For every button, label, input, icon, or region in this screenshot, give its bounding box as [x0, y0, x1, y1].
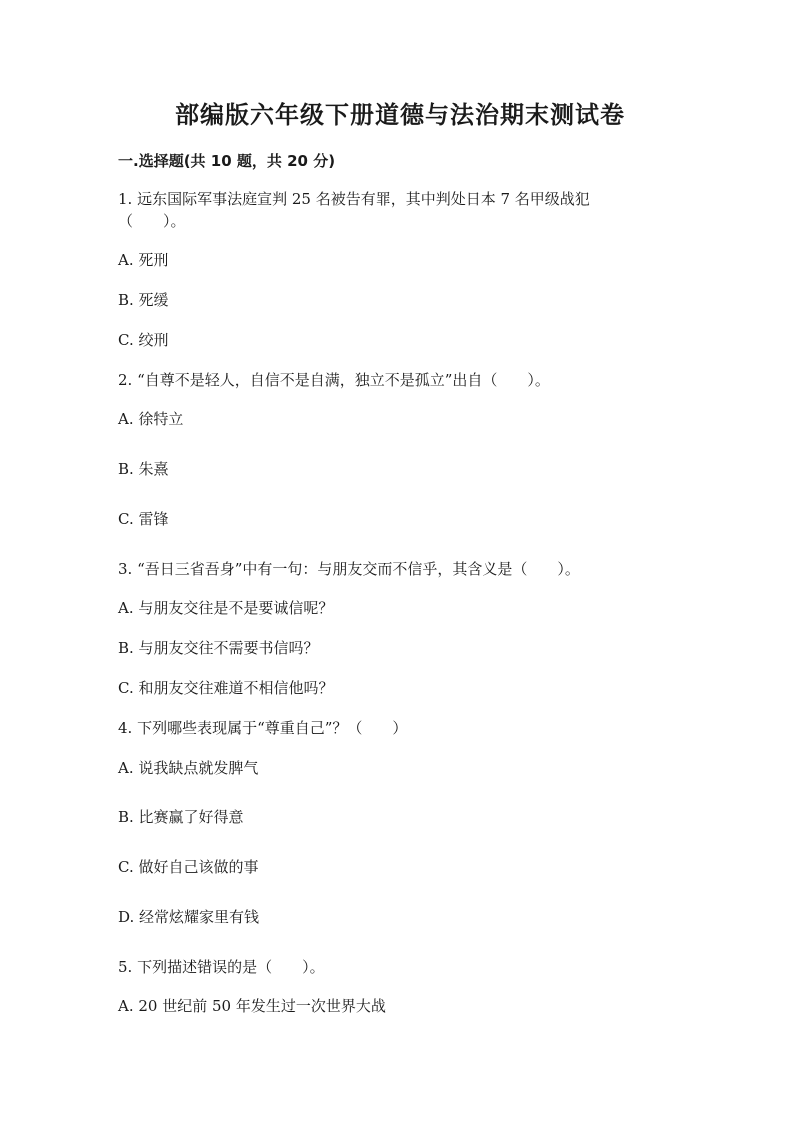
- question-1-option-a: A. 死刑: [118, 251, 169, 269]
- question-4-option-b: B. 比赛赢了好得意: [118, 808, 244, 826]
- page-title: 部编版六年级下册道德与法治期末测试卷: [175, 101, 625, 129]
- question-5-option-a: A. 20 世纪前 50 年发生过一次世界大战: [118, 997, 386, 1015]
- question-4-option-d: D. 经常炫耀家里有钱: [118, 908, 260, 926]
- question-5-stem: 5. 下列描述错误的是（ ）。: [118, 958, 325, 976]
- question-4-option-c: C. 做好自己该做的事: [118, 858, 259, 876]
- question-1-option-c: C. 绞刑: [118, 331, 169, 349]
- question-3-option-b: B. 与朋友交往不需要书信吗？: [118, 639, 319, 657]
- question-2-option-c: C. 雷锋: [118, 510, 169, 528]
- question-1-stem-line-2: （ ）。: [118, 212, 186, 230]
- section-heading: 一.选择题(共 10 题，共 20 分): [118, 152, 336, 170]
- question-2-option-a: A. 徐特立: [118, 410, 184, 428]
- question-2-option-b: B. 朱熹: [118, 460, 169, 478]
- question-1-option-b: B. 死缓: [118, 291, 169, 309]
- question-4-option-a: A. 说我缺点就发脾气: [118, 759, 259, 777]
- question-1-stem-line-1: 1. 远东国际军事法庭宣判 25 名被告有罪，其中判处日本 7 名甲级战犯: [118, 190, 590, 208]
- question-4-stem: 4. 下列哪些表现属于“尊重自己”？（ ）: [118, 719, 408, 737]
- question-3-stem: 3. “吾日三省吾身”中有一句：与朋友交而不信乎，其含义是（ ）。: [118, 560, 580, 578]
- question-3-option-c: C. 和朋友交往难道不相信他吗？: [118, 679, 334, 697]
- question-3-option-a: A. 与朋友交往是不是要诚信呢？: [118, 599, 334, 617]
- question-2-stem: 2. “自尊不是轻人，自信不是自满，独立不是孤立”出自（ ）。: [118, 371, 550, 389]
